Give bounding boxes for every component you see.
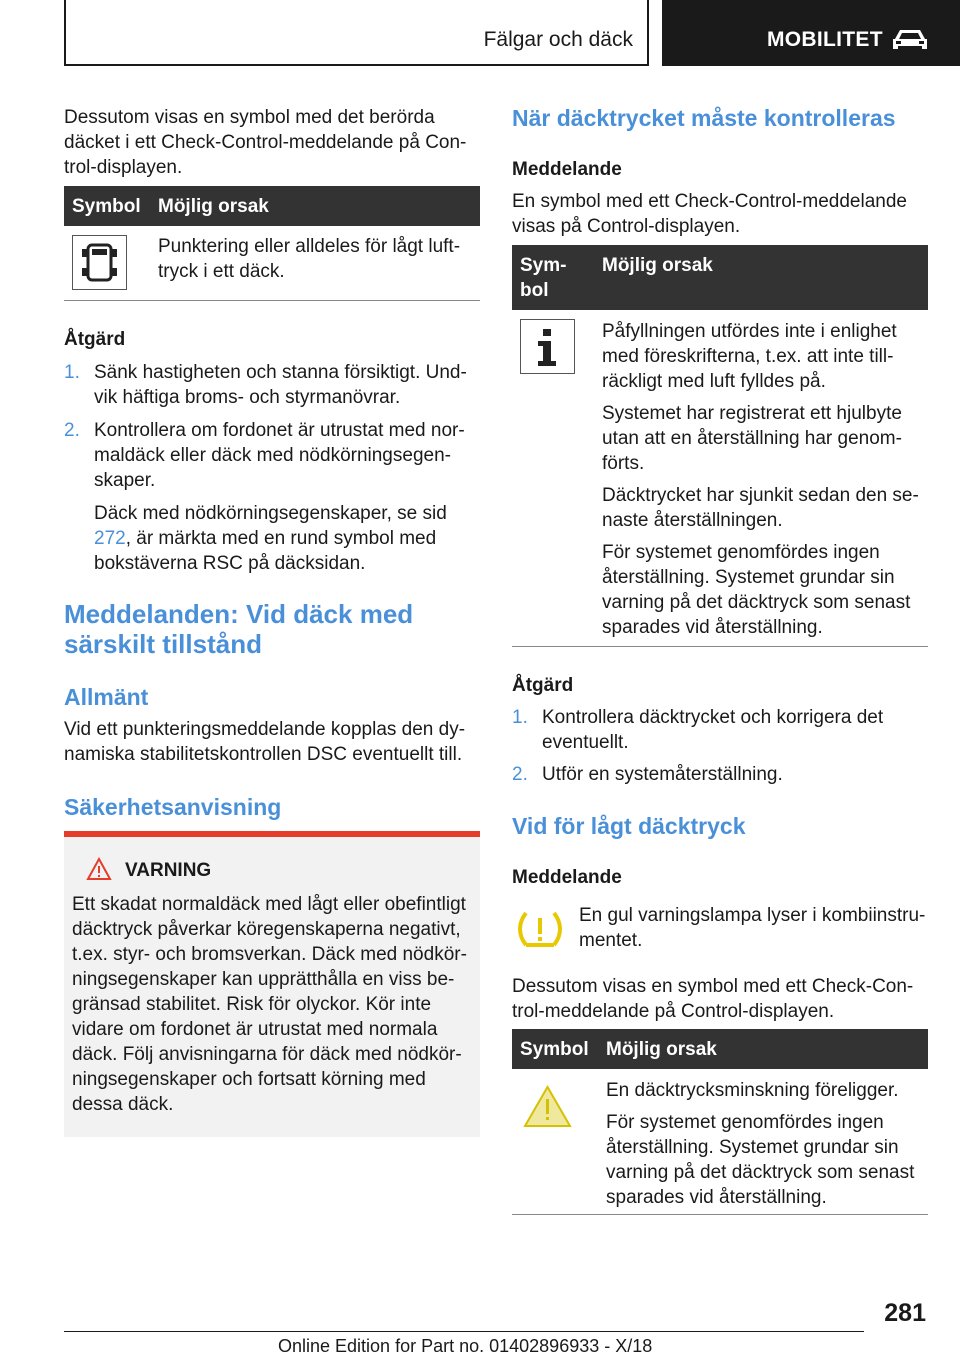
cause-text: En däcktrycksminskning föreligger. [606, 1080, 899, 1101]
col-cause-header: Möjlig orsak [602, 255, 713, 276]
step-number: 1. [64, 362, 80, 383]
step-note-post: , är märkta med en rund symbol med bokstäverna RSC på däcksidan. [94, 528, 437, 574]
col-cause-header: Möjlig orsak [606, 1039, 717, 1060]
table-header [512, 1029, 928, 1069]
symbol-table-check [512, 245, 928, 647]
message-heading: Meddelande [512, 867, 622, 888]
tire-pressure-lamp-icon [516, 909, 564, 951]
message-heading: Meddelande [512, 159, 622, 180]
list-item [512, 705, 922, 755]
message-text: En symbol med ett Check-Control-meddelande visas på Control-displayen. [512, 191, 907, 237]
col-symbol-header: Symbol [520, 1039, 589, 1060]
messages-heading: Meddelanden: Vid däck med särskilt tillstånd [64, 599, 414, 659]
table-row [512, 1069, 928, 1215]
cause-text: För systemet genomfördes ingen återställning. Systemet grundar sin varning på det däcktryck som senast sparades vid återställning. [602, 542, 911, 638]
action-steps [64, 360, 474, 576]
warning-bar [64, 831, 480, 837]
car-icon [891, 27, 929, 53]
list-item [512, 762, 922, 787]
list-item [64, 360, 474, 410]
symbol-table-low [512, 1029, 928, 1215]
step-text: Kontrollera om fordonet är utrustat med nor-maldäck eller däck med nödkörningsegen-skaper. [94, 420, 465, 491]
step-number: 2. [64, 420, 80, 441]
warning-icon [86, 857, 112, 881]
action-heading: Åtgärd [64, 329, 126, 350]
cause-text: Systemet har registrerat ett hjulbyte utan att en återställning har genom-förts. [602, 403, 902, 474]
warning-triangle-icon [520, 1079, 575, 1134]
action-heading: Åtgärd [512, 675, 574, 696]
check-heading: När däcktrycket måste kontrolleras [512, 105, 896, 131]
cause-list [606, 1078, 928, 1210]
warning-text: Ett skadat normaldäck med lågt eller obefintligt däcktryck påverkar köregenskaperna negativt, t.ex. styr- och bromsverkan. Däck med nödkör-ningsegenskaper kan upprätthålla en viss be-gränsad stabilitet. Risk för olyckor. Kör inte vidare om fordonet är utrustat med normala däck. Följ anvisningarna för däck med nödkör-ningsegenskaper och fortsatt körning med dessa däck. [72, 894, 467, 1115]
footer-edition: Online Edition for Part no. 01402896933 - X/18 [278, 1336, 653, 1356]
header-chapter-title: MOBILITET [767, 28, 883, 51]
header-section-title: Fälgar och däck [483, 28, 633, 51]
warning-box [64, 831, 480, 1137]
table-row [64, 226, 480, 301]
warning-title: VARNING [125, 860, 212, 881]
cause-list [602, 319, 928, 640]
step-text: Kontrollera däcktrycket och korrigera det eventuellt. [542, 707, 884, 753]
low-pressure-heading: Vid för lågt däcktryck [512, 813, 746, 839]
step-number: 2. [512, 764, 528, 785]
footer-divider [64, 1331, 864, 1332]
message-text: Dessutom visas en symbol med ett Check-Con-trol-meddelande på Control-displayen. [512, 976, 914, 1022]
cause-text: För systemet genomfördes ingen återställning. Systemet grundar sin varning på det däcktryck som senast sparades vid återställning. [606, 1112, 915, 1208]
symbol-table [64, 186, 480, 301]
step-note-pre: Däck med nödkörningsegenskaper, se sid [94, 503, 447, 524]
list-item [64, 418, 474, 576]
step-note [94, 501, 474, 576]
table-header [64, 186, 480, 226]
header-section-box [64, 0, 649, 66]
cause-text: Däcktrycket har sjunkit sedan den se-naste återställningen. [602, 485, 919, 531]
table-cause-text: Punktering eller alldeles för lågt luft-tryck i ett däck. [158, 236, 461, 282]
info-icon [520, 319, 575, 374]
header-chapter-box [662, 0, 960, 66]
step-text: Utför en systemåterställning. [542, 764, 783, 785]
intro-text: Dessutom visas en symbol med det berörda däcket i ett Check-Control-meddelande på Con-trol-displayen. [64, 107, 467, 178]
page-link[interactable]: 272 [94, 528, 126, 549]
page-number: 281 [884, 1299, 926, 1327]
cause-text: Påfyllningen utfördes inte i enlighet med föreskrifterna, t.ex. att inte till-räckligt med luft fylldes på. [602, 321, 897, 392]
action-steps [512, 705, 922, 787]
car-tire-icon [72, 235, 127, 290]
step-text: Sänk hastigheten och stanna försiktigt. Und-vik häftiga broms- och styrmanövrar. [94, 362, 467, 408]
col-symbol-header: Symbol [72, 196, 141, 217]
general-text: Vid ett punkteringsmeddelande kopplas den dy-namiska stabilitetskontrollen DSC eventuellt till. [64, 719, 466, 765]
col-cause-header: Möjlig orsak [158, 196, 269, 217]
col-symbol-header: Sym-bol [520, 255, 567, 301]
step-number: 1. [512, 707, 528, 728]
table-header [512, 245, 928, 310]
table-row [512, 310, 928, 647]
lamp-text: En gul varningslampa lyser i kombiinstru-mentet. [579, 905, 926, 951]
safety-heading: Säkerhetsanvisning [64, 794, 282, 820]
general-heading: Allmänt [64, 684, 149, 710]
